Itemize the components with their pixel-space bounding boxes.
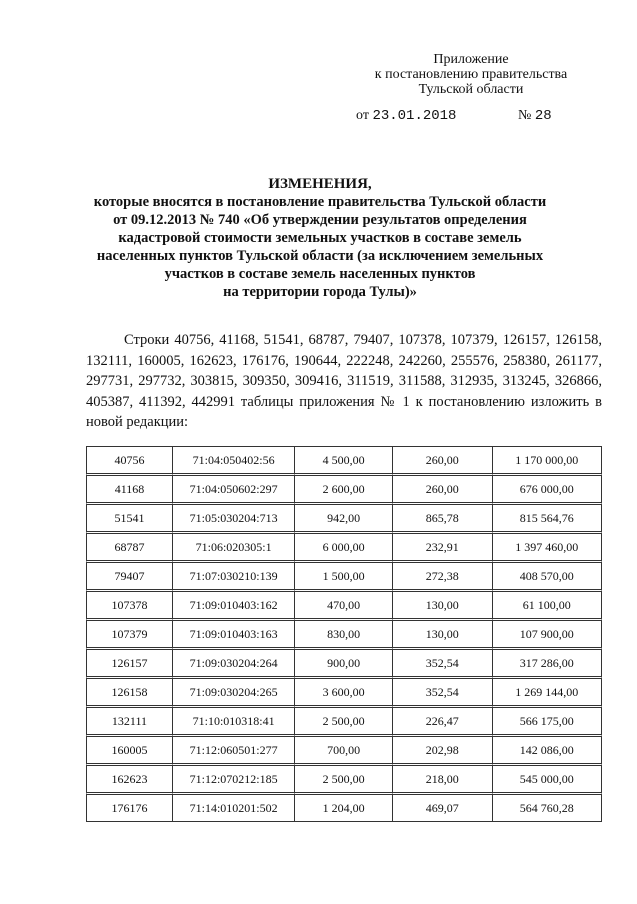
table-row	[86, 618, 602, 647]
cadastral-number-cell: 71:09:010403:162	[172, 589, 294, 618]
cadastral-number-cell: 71:09:010403:163	[172, 618, 294, 647]
table-row	[86, 502, 602, 531]
cadastral-number-cell: 71:04:050602:297	[172, 473, 294, 502]
appendix-line: к постановлению правительства	[374, 67, 568, 82]
row-number-cell: 40756	[86, 446, 172, 473]
cadastral-number-cell: 71:14:010201:502	[172, 792, 294, 822]
cadastral-number-cell: 71:07:030210:139	[172, 560, 294, 589]
row-number-cell: 68787	[86, 531, 172, 560]
title-line: от 09.12.2013 № 740 «Об утверждении результатов определения	[113, 212, 527, 228]
specific-value-cell: 232,91	[392, 531, 492, 560]
title-line: населенных пунктов Тульской области (за исключением земельных	[96, 248, 544, 264]
table-row	[86, 705, 602, 734]
cadastral-value-cell: 61 100,00	[492, 589, 602, 618]
area-cell: 942,00	[294, 502, 392, 531]
specific-value-cell: 226,47	[392, 705, 492, 734]
cadastral-value-cell: 142 086,00	[492, 734, 602, 763]
row-number-cell: 126157	[86, 647, 172, 676]
row-number-cell: 162623	[86, 763, 172, 792]
row-number-cell: 51541	[86, 502, 172, 531]
area-cell: 4 500,00	[294, 446, 392, 473]
table-row	[86, 734, 602, 763]
table-row	[86, 446, 602, 473]
specific-value-cell: 260,00	[392, 473, 492, 502]
appendix-header	[356, 52, 586, 97]
specific-value-cell: 218,00	[392, 763, 492, 792]
date-prefix: от	[356, 108, 369, 123]
cadastral-value-cell: 1 397 460,00	[492, 531, 602, 560]
row-number-cell: 79407	[86, 560, 172, 589]
cadastral-value-cell: 676 000,00	[492, 473, 602, 502]
cadastral-value-cell: 408 570,00	[492, 560, 602, 589]
specific-value-cell: 352,54	[392, 647, 492, 676]
specific-value-cell: 202,98	[392, 734, 492, 763]
area-cell: 2 500,00	[294, 705, 392, 734]
specific-value-cell: 352,54	[392, 676, 492, 705]
document-date: 23.01.2018	[372, 108, 457, 124]
row-number-cell: 126158	[86, 676, 172, 705]
cadastral-number-cell: 71:06:020305:1	[172, 531, 294, 560]
cadastral-value-cell: 566 175,00	[492, 705, 602, 734]
cadastral-value-cell: 107 900,00	[492, 618, 602, 647]
area-cell: 2 500,00	[294, 763, 392, 792]
cadastral-value-cell: 1 170 000,00	[492, 446, 602, 473]
body-paragraph: Строки 40756, 41168, 51541, 68787, 79407, 107378, 107379, 126157, 126158, 132111, 160005, 162623, 176176, 190644, 222248, 242260, 255576, 258380, 261177, 297731, 297732, 303815, 309350, 309416, 311519, 311588, 312935, 313245, 326866, 405387, 411392, 442991 таблицы приложения № 1 к постановлению изложить в новой редакции:	[86, 332, 602, 430]
cadastral-number-cell: 71:09:030204:265	[172, 676, 294, 705]
cadastral-number-cell: 71:09:030204:264	[172, 647, 294, 676]
specific-value-cell: 130,00	[392, 618, 492, 647]
table-row	[86, 531, 602, 560]
title-line: участков в составе земель населенных пунктов	[164, 266, 476, 282]
specific-value-cell: 130,00	[392, 589, 492, 618]
document-number: 28	[534, 108, 552, 124]
cadastral-value-cell: 1 269 144,00	[492, 676, 602, 705]
title-line: которые вносятся в постановление правительства Тульской области	[93, 194, 547, 210]
table-row	[86, 647, 602, 676]
title-line: кадастровой стоимости земельных участков в составе земель	[118, 230, 522, 246]
document-title	[60, 175, 580, 301]
area-cell: 470,00	[294, 589, 392, 618]
cadastral-number-cell: 71:05:030204:713	[172, 502, 294, 531]
row-number-cell: 132111	[86, 705, 172, 734]
table-row	[86, 792, 602, 822]
table-row	[86, 676, 602, 705]
area-cell: 6 000,00	[294, 531, 392, 560]
area-cell: 700,00	[294, 734, 392, 763]
row-number-cell: 107378	[86, 589, 172, 618]
appendix-line: Тульской области	[418, 82, 524, 97]
specific-value-cell: 469,07	[392, 792, 492, 822]
specific-value-cell: 260,00	[392, 446, 492, 473]
row-number-cell: 176176	[86, 792, 172, 822]
appendix-line: Приложение	[433, 52, 509, 67]
row-number-cell: 41168	[86, 473, 172, 502]
date-number-line	[356, 108, 552, 124]
title-main: ИЗМЕНЕНИЯ,	[268, 176, 372, 192]
title-line: на территории города Тулы)»	[223, 284, 417, 300]
area-cell: 830,00	[294, 618, 392, 647]
cadastral-value-cell: 545 000,00	[492, 763, 602, 792]
table-row	[86, 763, 602, 792]
area-cell: 1 500,00	[294, 560, 392, 589]
cadastral-value-cell: 564 760,28	[492, 792, 602, 822]
number-sign: №	[517, 108, 532, 123]
specific-value-cell: 865,78	[392, 502, 492, 531]
area-cell: 1 204,00	[294, 792, 392, 822]
table-row	[86, 560, 602, 589]
area-cell: 3 600,00	[294, 676, 392, 705]
cadastral-number-cell: 71:04:050402:56	[172, 446, 294, 473]
area-cell: 900,00	[294, 647, 392, 676]
area-cell: 2 600,00	[294, 473, 392, 502]
table-row	[86, 473, 602, 502]
table-row	[86, 589, 602, 618]
cadastral-value-cell: 317 286,00	[492, 647, 602, 676]
cadastral-table	[86, 446, 602, 822]
cadastral-number-cell: 71:12:070212:185	[172, 763, 294, 792]
row-number-cell: 160005	[86, 734, 172, 763]
row-number-cell: 107379	[86, 618, 172, 647]
cadastral-value-cell: 815 564,76	[492, 502, 602, 531]
cadastral-number-cell: 71:12:060501:277	[172, 734, 294, 763]
specific-value-cell: 272,38	[392, 560, 492, 589]
cadastral-number-cell: 71:10:010318:41	[172, 705, 294, 734]
table-body	[86, 446, 602, 822]
